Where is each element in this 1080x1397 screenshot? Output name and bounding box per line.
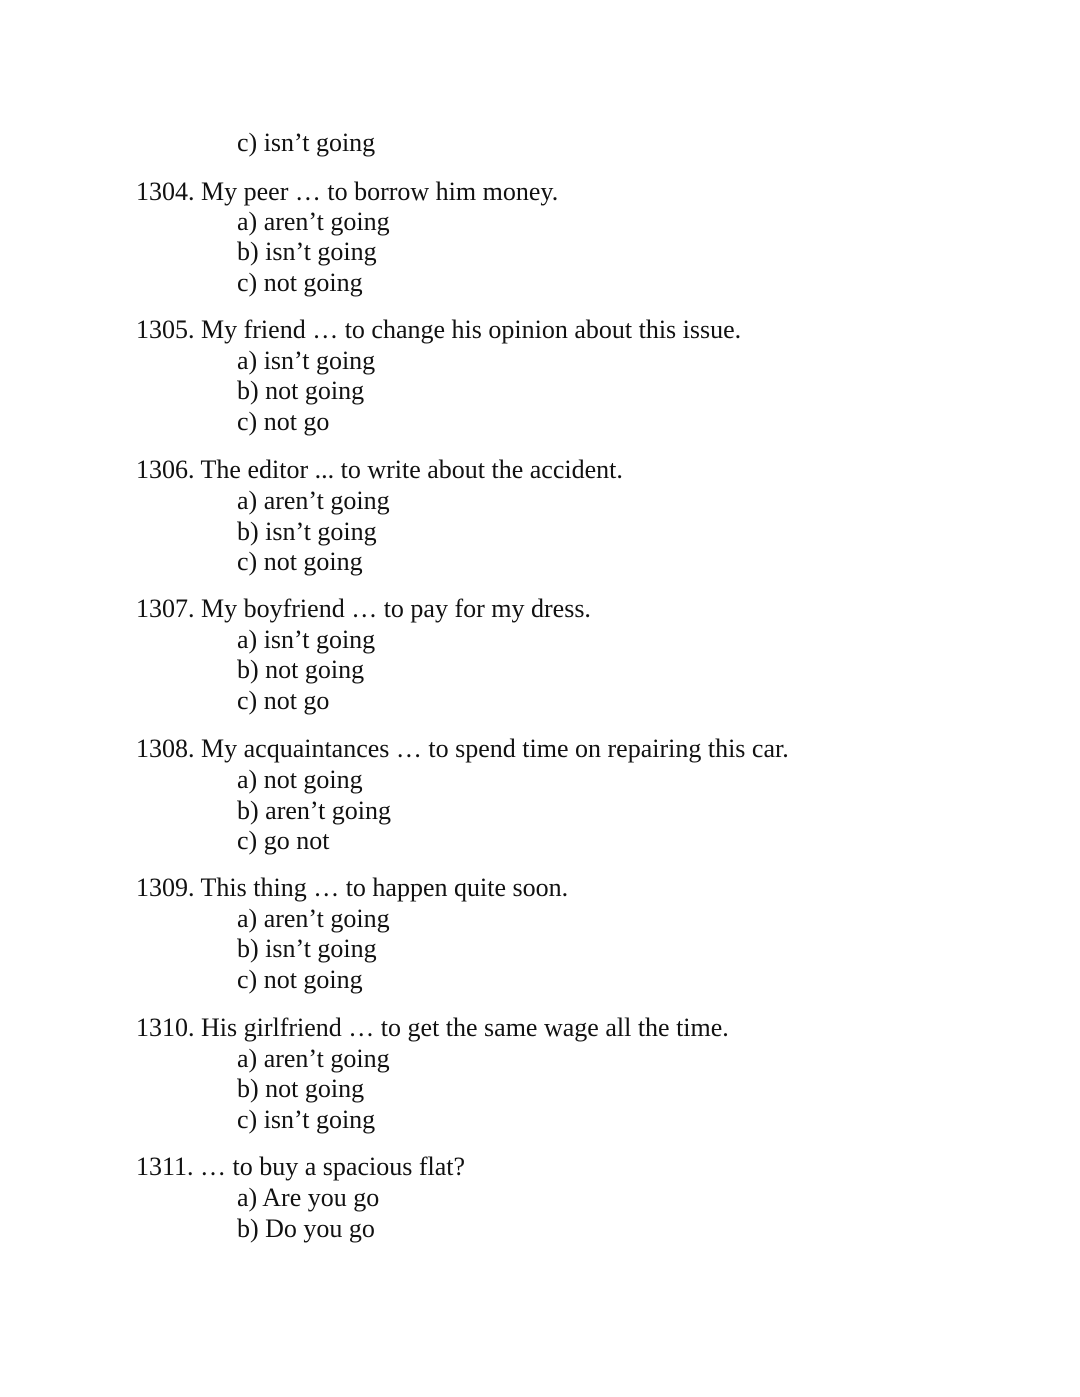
option-b: b) aren’t going: [237, 796, 392, 825]
option-a: a) aren’t going: [237, 904, 390, 933]
option-a: a) Are you go: [237, 1183, 380, 1212]
question-stem: 1308. My acquaintances … to spend time on repairing this car.: [136, 734, 789, 763]
option-a: a) not going: [237, 765, 363, 794]
option-b: b) isn’t going: [237, 934, 377, 963]
option-c: c) not go: [237, 686, 330, 715]
option-c: c) not going: [237, 268, 363, 297]
option-b: b) not going: [237, 655, 365, 684]
option-b: b) not going: [237, 1074, 365, 1103]
option-b: b) not going: [237, 376, 365, 405]
option-b: b) Do you go: [237, 1214, 375, 1243]
option-c: c) not going: [237, 965, 363, 994]
option-a: a) aren’t going: [237, 207, 390, 236]
question-stem: 1310. His girlfriend … to get the same wage all the time.: [136, 1013, 729, 1042]
option-a: a) isn’t going: [237, 625, 376, 654]
option-c: c) isn’t going: [237, 1105, 376, 1134]
question-stem: 1309. This thing … to happen quite soon.: [136, 873, 569, 902]
continued-option: c) isn’t going: [237, 128, 376, 157]
option-a: a) aren’t going: [237, 486, 390, 515]
option-b: b) isn’t going: [237, 237, 377, 266]
option-a: a) isn’t going: [237, 346, 376, 375]
option-c: c) not go: [237, 407, 330, 436]
option-b: b) isn’t going: [237, 517, 377, 546]
question-stem: 1304. My peer … to borrow him money.: [136, 177, 559, 206]
option-a: a) aren’t going: [237, 1044, 390, 1073]
question-stem: 1307. My boyfriend … to pay for my dress.: [136, 594, 591, 623]
question-stem: 1311. … to buy a spacious flat?: [136, 1152, 466, 1181]
option-c: c) go not: [237, 826, 330, 855]
option-c: c) not going: [237, 547, 363, 576]
question-stem: 1306. The editor ... to write about the accident.: [136, 455, 623, 484]
question-stem: 1305. My friend … to change his opinion about this issue.: [136, 315, 742, 344]
